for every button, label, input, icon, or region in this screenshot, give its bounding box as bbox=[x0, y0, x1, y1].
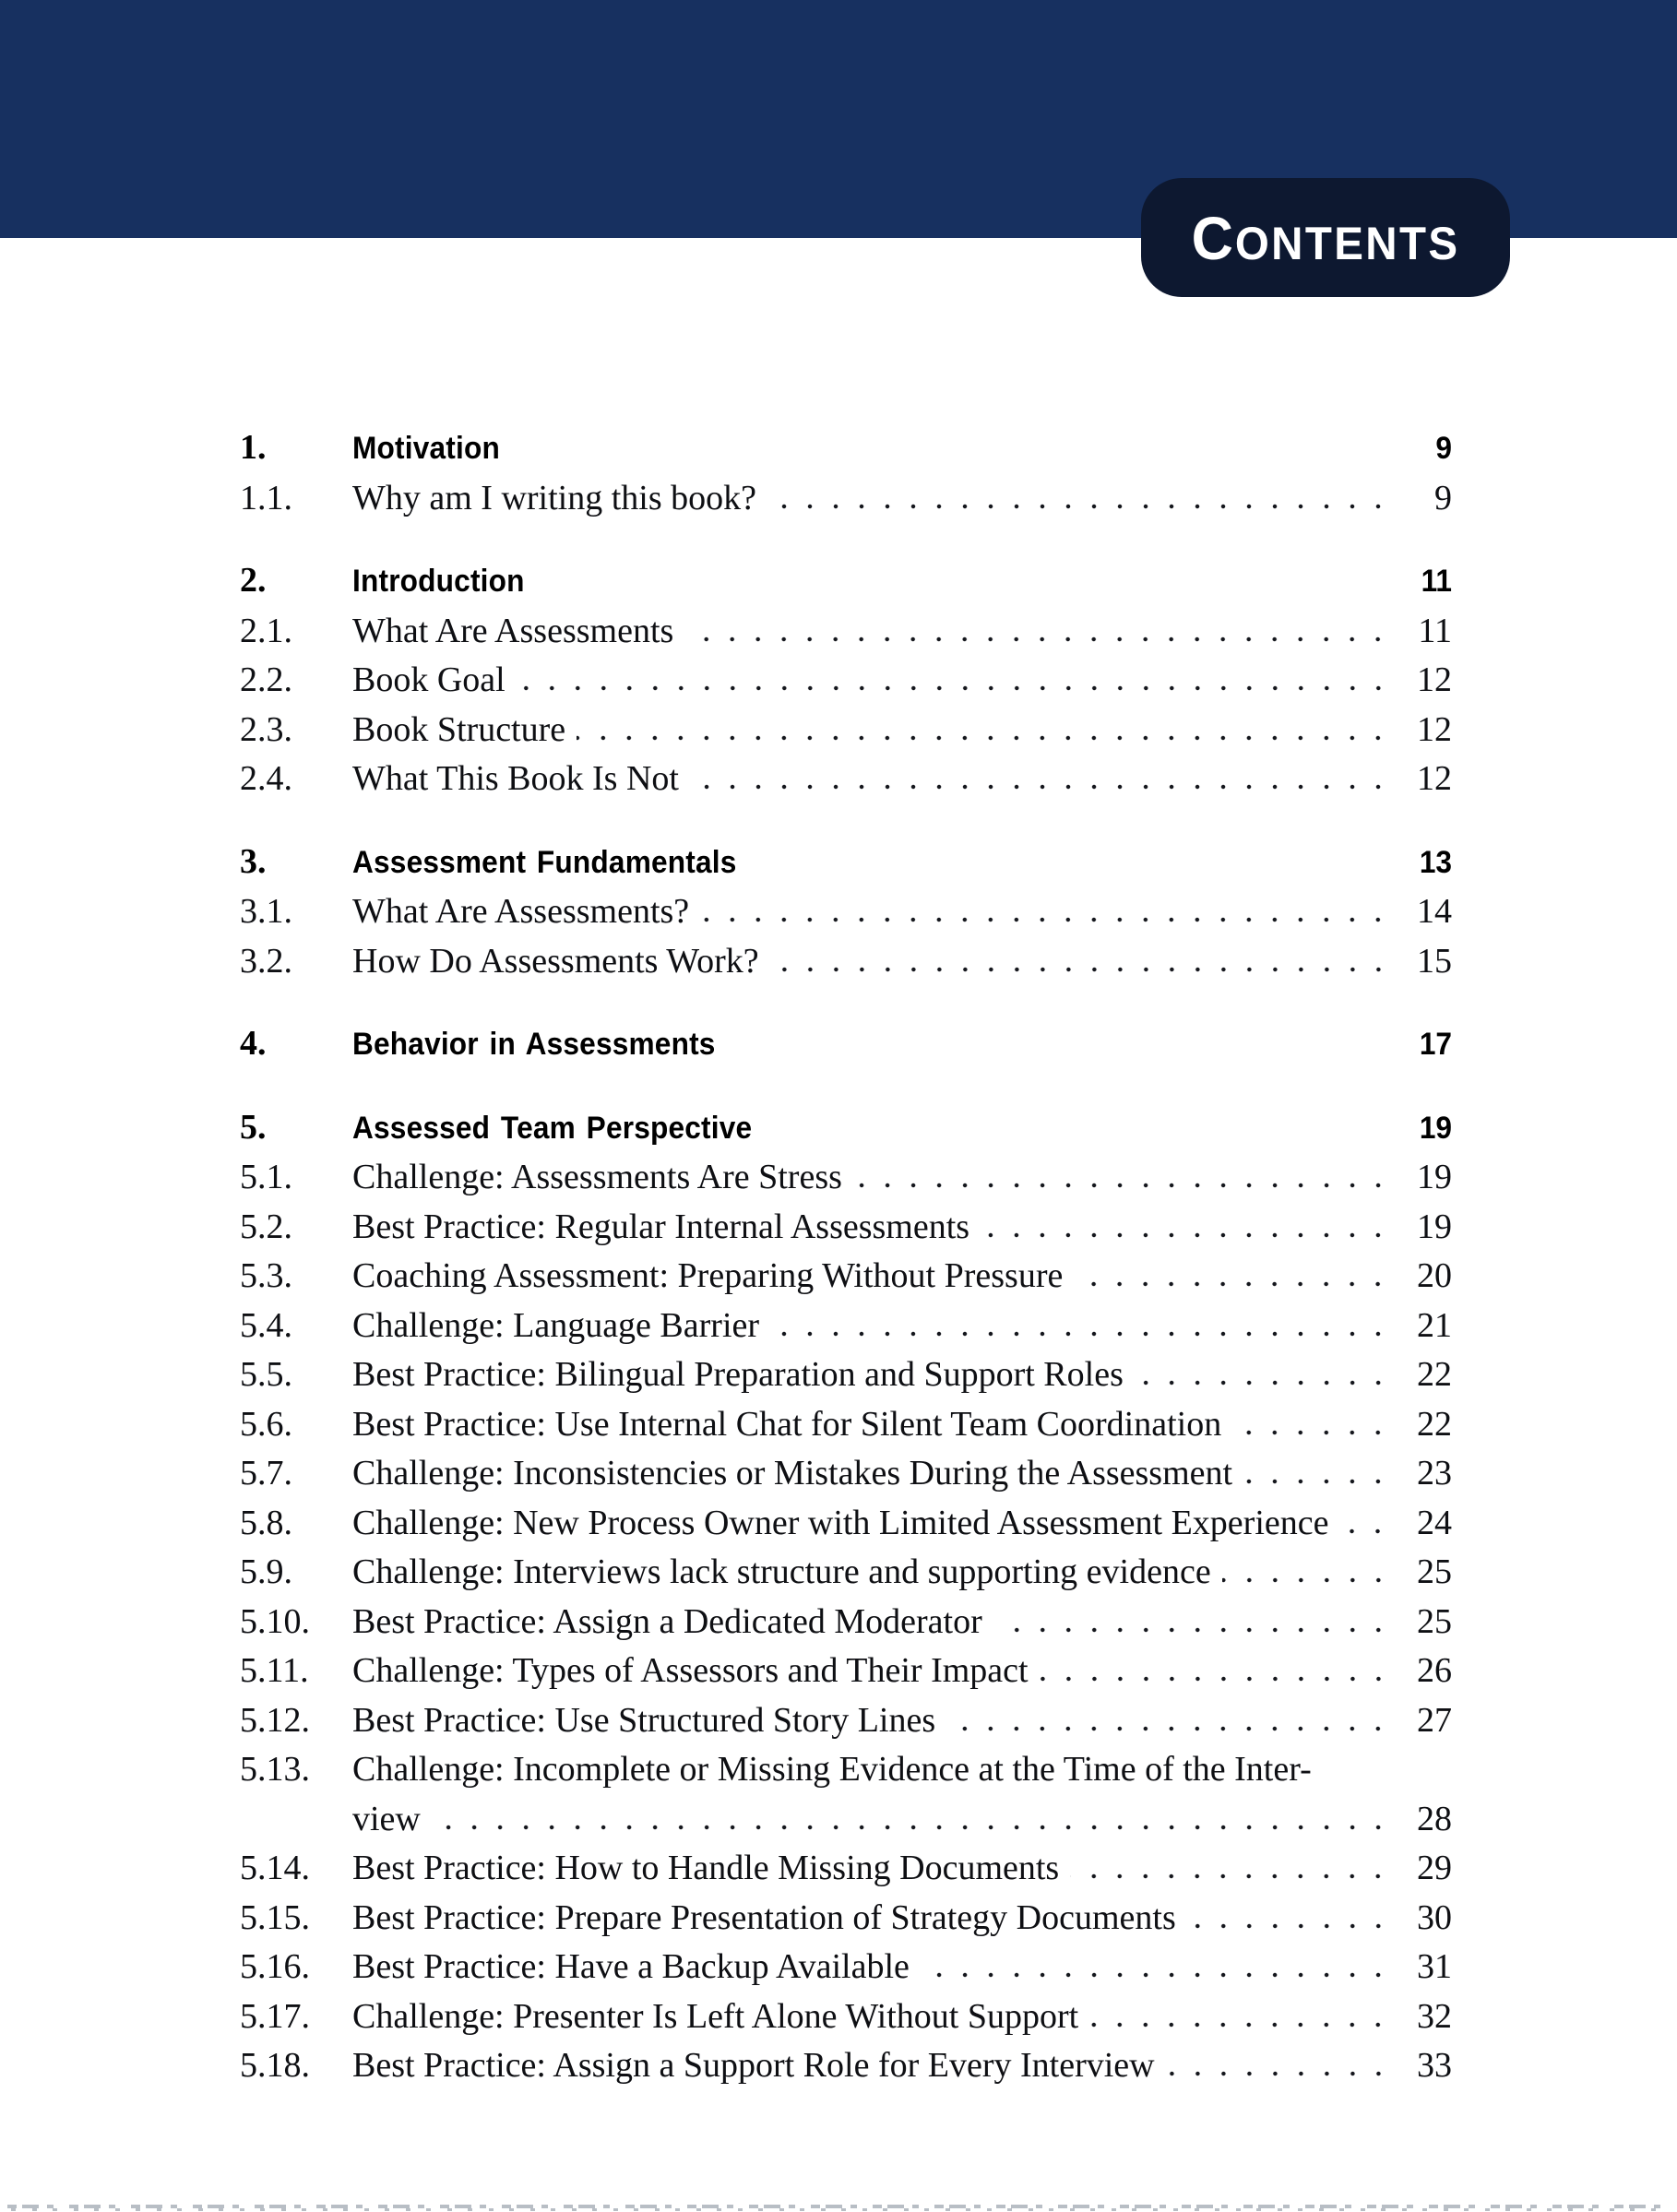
section-page-number: 19 bbox=[1419, 1110, 1452, 1146]
toc-section-behavior[interactable] bbox=[240, 1019, 1452, 1070]
toc-group-introduction bbox=[240, 556, 1452, 804]
entry-number: 5.2. bbox=[240, 1207, 292, 1246]
entry-title: Why am I writing this book? bbox=[352, 478, 756, 517]
entry-page-number: 20 bbox=[1417, 1256, 1452, 1295]
entry-page-number: 14 bbox=[1417, 892, 1452, 931]
entry-page-number: 29 bbox=[1417, 1849, 1452, 1887]
dot-leader bbox=[853, 1183, 1391, 1188]
entry-title: Best Practice: Assign a Dedicated Moderator bbox=[352, 1601, 982, 1641]
entry-number: 5.7. bbox=[240, 1454, 292, 1493]
entry-title: What This Book Is Not bbox=[352, 759, 679, 798]
entry-page-number: 31 bbox=[1417, 1947, 1452, 1986]
entry-title: Challenge: Types of Assessors and Their Impact bbox=[352, 1651, 1029, 1690]
entry-page-number: 12 bbox=[1417, 759, 1452, 798]
dot-leader bbox=[767, 504, 1391, 509]
toc-entry-5-10[interactable] bbox=[240, 1598, 1452, 1647]
entry-number: 5.16. bbox=[240, 1947, 310, 1986]
entry-number: 2.4. bbox=[240, 759, 292, 798]
toc-entry-5-15[interactable] bbox=[240, 1894, 1452, 1944]
dot-leader bbox=[1040, 1676, 1391, 1682]
dot-leader bbox=[1070, 1873, 1391, 1879]
entry-number: 5.4. bbox=[240, 1305, 292, 1345]
entry-number: 2.1. bbox=[240, 611, 292, 650]
entry-number: 5.3. bbox=[240, 1256, 292, 1295]
page-title bbox=[1192, 203, 1460, 273]
entry-page-number: 19 bbox=[1417, 1207, 1452, 1246]
dot-leader bbox=[770, 967, 1391, 972]
entry-page-number: 19 bbox=[1417, 1158, 1452, 1196]
toc-entry-3-1[interactable] bbox=[240, 887, 1452, 937]
entry-number: 5.10. bbox=[240, 1601, 310, 1641]
section-number: 3. bbox=[240, 841, 267, 881]
section-number: 1. bbox=[240, 428, 267, 467]
entry-title: Best Practice: Regular Internal Assessments bbox=[352, 1207, 970, 1246]
section-title: Introduction bbox=[352, 564, 525, 599]
section-title: Assessment Fundamentals bbox=[352, 844, 737, 880]
dot-leader bbox=[981, 1232, 1391, 1238]
entry-number: 5.9. bbox=[240, 1552, 292, 1591]
entry-number: 5.11. bbox=[240, 1651, 309, 1690]
toc-entry-5-18[interactable] bbox=[240, 2041, 1452, 2091]
entry-number: 5.6. bbox=[240, 1404, 292, 1444]
entry-title: Best Practice: Bilingual Preparation and Support Roles bbox=[352, 1355, 1124, 1394]
entry-title: What Are Assessments bbox=[352, 611, 674, 650]
entry-title: Best Practice: How to Handle Missing Documents bbox=[352, 1849, 1060, 1887]
dot-leader bbox=[517, 685, 1391, 691]
toc-entry-5-5[interactable] bbox=[240, 1350, 1452, 1400]
entry-page-number: 22 bbox=[1417, 1355, 1452, 1394]
toc-entry-5-9[interactable] bbox=[240, 1548, 1452, 1598]
dot-leader bbox=[1232, 1430, 1391, 1435]
entry-title-line2-row bbox=[352, 1795, 1452, 1845]
entry-number: 3.1. bbox=[240, 892, 292, 931]
section-page-number: 11 bbox=[1421, 564, 1452, 599]
entry-page-number: 12 bbox=[1417, 709, 1452, 749]
dot-leader bbox=[946, 1726, 1391, 1731]
dot-leader bbox=[684, 636, 1391, 642]
section-number: 2. bbox=[240, 561, 267, 600]
toc-entry-2-4[interactable] bbox=[240, 755, 1452, 804]
toc-group-assessed-team bbox=[240, 1103, 1452, 2091]
entry-title-line2: view bbox=[352, 1799, 421, 1838]
dot-leader bbox=[1187, 1923, 1391, 1929]
entry-page-number: 21 bbox=[1417, 1305, 1452, 1345]
dot-leader bbox=[1089, 2022, 1391, 2028]
toc-entry-5-12[interactable] bbox=[240, 1696, 1452, 1746]
toc-entry-5-6[interactable] bbox=[240, 1400, 1452, 1450]
toc-entry-5-11[interactable] bbox=[240, 1647, 1452, 1696]
dot-leader bbox=[700, 917, 1391, 922]
entry-number: 5.15. bbox=[240, 1897, 310, 1937]
toc-entry-5-1[interactable] bbox=[240, 1153, 1452, 1203]
toc-group-motivation bbox=[240, 423, 1452, 523]
contents-title-box bbox=[1141, 178, 1510, 297]
entry-title: Challenge: New Process Owner with Limited Assessment Experience bbox=[352, 1503, 1329, 1542]
dot-leader bbox=[432, 1825, 1391, 1830]
entry-title: Challenge: Inconsistencies or Mistakes During the Assessment bbox=[352, 1454, 1233, 1493]
entry-title: Coaching Assessment: Preparing Without Pressure bbox=[352, 1256, 1064, 1295]
dot-leader bbox=[1243, 1479, 1391, 1484]
entry-page-number: 30 bbox=[1417, 1897, 1452, 1937]
entry-title: Challenge: Assessments Are Stress bbox=[352, 1158, 842, 1196]
dot-leader bbox=[993, 1627, 1391, 1633]
toc-entry-2-2[interactable] bbox=[240, 656, 1452, 706]
entry-title: Challenge: Presenter Is Left Alone Without Support bbox=[352, 1996, 1079, 2036]
entry-number: 5.1. bbox=[240, 1158, 292, 1196]
toc-section-assessed-team[interactable] bbox=[240, 1103, 1452, 1154]
entry-title: Best Practice: Use Internal Chat for Silent Team Coordination bbox=[352, 1404, 1222, 1444]
toc-entry-5-17[interactable] bbox=[240, 1992, 1452, 2042]
section-page-number: 9 bbox=[1435, 431, 1452, 466]
entry-page-number: 28 bbox=[1417, 1799, 1452, 1838]
table-of-contents bbox=[240, 423, 1452, 2091]
toc-group-behavior bbox=[240, 1019, 1452, 1070]
toc-entry-5-2[interactable] bbox=[240, 1203, 1452, 1253]
section-page-number: 17 bbox=[1419, 1027, 1452, 1062]
entry-page-number: 25 bbox=[1417, 1552, 1452, 1591]
entry-number: 5.5. bbox=[240, 1355, 292, 1394]
dot-leader bbox=[1074, 1281, 1391, 1287]
toc-entry-1-1[interactable] bbox=[240, 474, 1452, 524]
toc-entry-5-3[interactable] bbox=[240, 1252, 1452, 1302]
page-title-rest: ONTENTS bbox=[1234, 217, 1460, 269]
section-title: Motivation bbox=[352, 431, 500, 466]
toc-group-assessment-fundamentals bbox=[240, 838, 1452, 987]
entry-number: 3.2. bbox=[240, 941, 292, 981]
entry-number: 1.1. bbox=[240, 478, 292, 517]
dot-leader bbox=[1166, 2071, 1391, 2076]
entry-title: What Are Assessments? bbox=[352, 892, 690, 931]
entry-number: 5.12. bbox=[240, 1700, 310, 1740]
toc-entry-5-16[interactable] bbox=[240, 1943, 1452, 1992]
toc-section-introduction[interactable] bbox=[240, 556, 1452, 607]
dot-leader bbox=[1222, 1577, 1391, 1583]
entry-page-number: 12 bbox=[1417, 660, 1452, 699]
entry-page-number: 27 bbox=[1417, 1700, 1452, 1740]
toc-entry-5-14[interactable] bbox=[240, 1844, 1452, 1894]
toc-section-assessment-fundamentals[interactable] bbox=[240, 838, 1452, 888]
section-title: Assessed Team Perspective bbox=[352, 1110, 753, 1146]
toc-entry-3-2[interactable] bbox=[240, 937, 1452, 987]
entry-page-number: 11 bbox=[1418, 611, 1452, 650]
entry-title: How Do Assessments Work? bbox=[352, 941, 759, 981]
entry-page-number: 9 bbox=[1434, 478, 1452, 517]
entry-title-line1: Challenge: Incomplete or Missing Evidence at the Time of the Inter- bbox=[352, 1750, 1312, 1789]
entry-page-number: 33 bbox=[1417, 2046, 1452, 2085]
entry-title: Challenge: Language Barrier bbox=[352, 1305, 760, 1345]
entry-page-number: 22 bbox=[1417, 1404, 1452, 1444]
entry-number: 5.13. bbox=[240, 1750, 310, 1789]
dot-leader bbox=[770, 1331, 1391, 1337]
page-title-initial: C bbox=[1191, 203, 1235, 272]
toc-entry-5-7[interactable] bbox=[240, 1449, 1452, 1499]
entry-title: Best Practice: Have a Backup Available bbox=[352, 1947, 910, 1986]
entry-page-number: 23 bbox=[1417, 1454, 1452, 1493]
entry-title: Best Practice: Use Structured Story Lines bbox=[352, 1700, 936, 1740]
entry-number: 5.8. bbox=[240, 1503, 292, 1542]
entry-number: 5.14. bbox=[240, 1849, 310, 1887]
entry-title: Book Goal bbox=[352, 660, 505, 699]
dot-leader bbox=[577, 735, 1391, 741]
toc-entry-5-8[interactable] bbox=[240, 1499, 1452, 1549]
dot-leader bbox=[1135, 1380, 1391, 1385]
dot-leader bbox=[1339, 1528, 1391, 1534]
toc-entry-2-1[interactable] bbox=[240, 607, 1452, 657]
entry-page-number: 32 bbox=[1417, 1996, 1452, 2036]
entry-number: 2.3. bbox=[240, 709, 292, 749]
dot-leader bbox=[690, 784, 1391, 790]
section-number: 4. bbox=[240, 1024, 267, 1063]
section-page-number: 13 bbox=[1419, 844, 1452, 880]
entry-title: Best Practice: Assign a Support Role for Every Interview bbox=[352, 2046, 1155, 2085]
page-bottom-crop-artifact bbox=[7, 2200, 1670, 2211]
toc-section-motivation[interactable] bbox=[240, 423, 1452, 474]
entry-title: Book Structure bbox=[352, 709, 566, 749]
toc-entry-5-13[interactable] bbox=[240, 1745, 1452, 1844]
entry-title-wrap bbox=[352, 1745, 1452, 1844]
toc-entry-2-3[interactable] bbox=[240, 706, 1452, 755]
entry-title: Challenge: Interviews lack structure and supporting evidence bbox=[352, 1552, 1211, 1591]
entry-page-number: 26 bbox=[1417, 1651, 1452, 1690]
entry-number: 5.17. bbox=[240, 1996, 310, 2036]
entry-number: 5.18. bbox=[240, 2046, 310, 2085]
entry-title: Best Practice: Prepare Presentation of Strategy Documents bbox=[352, 1897, 1176, 1937]
toc-entry-5-4[interactable] bbox=[240, 1302, 1452, 1351]
entry-number: 2.2. bbox=[240, 660, 292, 699]
entry-page-number: 15 bbox=[1417, 941, 1452, 981]
dot-leader bbox=[921, 1972, 1391, 1978]
entry-page-number: 25 bbox=[1417, 1601, 1452, 1641]
section-title: Behavior in Assessments bbox=[352, 1027, 716, 1062]
entry-page-number: 24 bbox=[1417, 1503, 1452, 1542]
section-number: 5. bbox=[240, 1107, 267, 1147]
